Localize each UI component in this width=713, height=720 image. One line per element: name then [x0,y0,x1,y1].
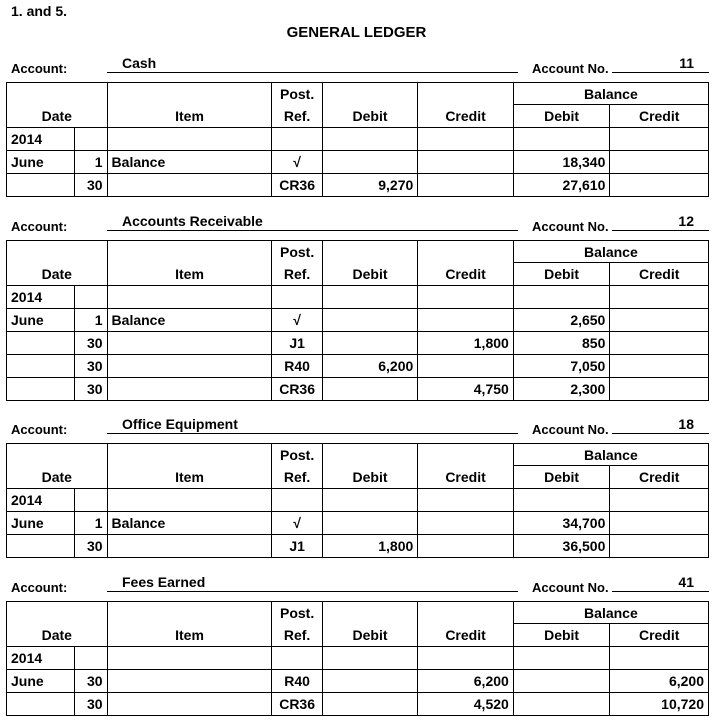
ref-header: Ref. [272,263,322,286]
debit-cell [322,693,418,716]
ref-cell [272,647,322,670]
date-day: 30 [75,355,107,378]
credit-header-top [418,444,514,466]
balance-credit-header: Credit [610,263,709,286]
item-header-top [107,602,272,624]
credit-cell [418,128,514,151]
date-header-top [7,444,108,466]
account-name-line [107,573,518,592]
ledger-table-cash [6,82,709,197]
table-row [7,128,709,151]
credit-header: Credit [418,466,514,489]
balance-credit-cell [610,647,709,670]
table-row [7,535,709,558]
date-day: 30 [75,378,107,401]
account-number: 11 [679,55,694,71]
date-header-top [7,241,108,263]
credit-cell [418,309,514,332]
balance-credit-header: Credit [610,466,709,489]
balance-debit-cell: 850 [513,332,610,355]
item-cell [107,128,272,151]
date-month [7,355,75,378]
debit-cell: 1,800 [322,535,418,558]
item-cell [107,286,272,309]
credit-cell: 4,520 [418,693,514,716]
credit-cell [418,489,514,512]
table-row [7,693,709,716]
item-header-top [107,444,272,466]
debit-cell [322,670,418,693]
header-row-top [7,602,709,624]
header-row-top [7,444,709,466]
balance-header: Balance [513,602,708,624]
credit-cell: 1,800 [418,332,514,355]
ref-cell [272,489,322,512]
ref-header: Ref. [272,624,322,647]
date-month: June [7,512,75,535]
balance-debit-cell [513,647,610,670]
balance-debit-cell: 2,300 [513,378,610,401]
balance-debit-header: Debit [513,105,610,128]
balance-debit-cell: 7,050 [513,355,610,378]
debit-header: Debit [322,105,418,128]
debit-cell [322,378,418,401]
date-month [7,693,75,716]
item-cell: Balance [107,309,272,332]
balance-credit-cell: 10,720 [610,693,709,716]
balance-credit-cell [610,332,709,355]
date-day [75,128,107,151]
post-header: Post. [272,83,322,105]
date-header: Date [7,466,108,489]
date-header-top [7,602,108,624]
ref-cell [272,286,322,309]
account-no-label: Account No. [532,219,609,234]
account-label: Account: [11,580,68,595]
header-row-bottom [7,624,709,647]
table-row [7,489,709,512]
balance-credit-cell: 6,200 [610,670,709,693]
balance-credit-cell [610,512,709,535]
balance-header: Balance [513,241,708,263]
account-no-label: Account No. [532,580,609,595]
date-header: Date [7,624,108,647]
ref-cell: CR36 [272,693,322,716]
account-no-label: Account No. [532,61,609,76]
account-label: Account: [11,219,68,234]
credit-cell: 4,750 [418,378,514,401]
account-number: 12 [678,213,694,229]
item-cell: Balance [107,512,272,535]
date-header: Date [7,105,108,128]
balance-debit-cell [513,128,610,151]
item-cell [107,355,272,378]
debit-cell [322,489,418,512]
ref-cell: √ [272,309,322,332]
date-month: June [7,670,75,693]
table-row [7,512,709,535]
balance-debit-cell: 36,500 [513,535,610,558]
debit-cell [322,128,418,151]
account-name: Fees Earned [122,574,206,590]
date-day [75,286,107,309]
date-header-top [7,83,108,105]
ref-cell: √ [272,151,322,174]
debit-header-top [322,241,418,263]
table-row [7,286,709,309]
post-header: Post. [272,602,322,624]
ref-cell: R40 [272,670,322,693]
item-cell [107,693,272,716]
ref-header: Ref. [272,466,322,489]
date-month [7,332,75,355]
date-day [75,489,107,512]
date-month: 2014 [7,286,75,309]
account-no-line [612,573,709,592]
balance-debit-header: Debit [513,624,610,647]
table-row [7,151,709,174]
ref-cell: R40 [272,355,322,378]
debit-header-top [322,602,418,624]
ledger-table-accounts-receivable [6,240,709,401]
header-row-bottom [7,105,709,128]
date-month [7,535,75,558]
account-name-line [107,212,518,231]
ref-cell: J1 [272,535,322,558]
date-day: 1 [75,151,107,174]
header-row-top [7,241,709,263]
credit-cell [418,151,514,174]
balance-header: Balance [513,444,708,466]
credit-cell [418,647,514,670]
account-name: Cash [122,55,157,71]
debit-cell: 6,200 [322,355,418,378]
debit-cell [322,151,418,174]
credit-header-top [418,602,514,624]
balance-credit-cell [610,174,709,197]
balance-credit-header: Credit [610,105,709,128]
table-row [7,355,709,378]
account-number: 41 [678,574,694,590]
debit-header: Debit [322,624,418,647]
debit-cell [322,309,418,332]
date-day: 30 [75,174,107,197]
debit-cell: 9,270 [322,174,418,197]
account-label: Account: [11,61,68,76]
date-day: 1 [75,512,107,535]
ref-cell: J1 [272,332,322,355]
page-heading: 1. and 5. [11,3,68,19]
ref-cell: √ [272,512,322,535]
header-row-bottom [7,263,709,286]
account-header-office-equipment [0,415,713,445]
ref-cell [272,128,322,151]
debit-cell [322,512,418,535]
credit-cell: 6,200 [418,670,514,693]
balance-debit-cell [513,286,610,309]
account-label: Account: [11,422,68,437]
credit-header: Credit [418,105,514,128]
item-header-top [107,241,272,263]
account-header-accounts-receivable [0,212,713,242]
debit-header-top [322,444,418,466]
item-header-top [107,83,272,105]
account-header-fees-earned [0,573,713,603]
balance-credit-cell [610,286,709,309]
credit-header: Credit [418,263,514,286]
balance-credit-cell [610,378,709,401]
balance-debit-cell: 2,650 [513,309,610,332]
debit-cell [322,647,418,670]
date-month: 2014 [7,489,75,512]
debit-cell [322,286,418,309]
ref-cell: CR36 [272,378,322,401]
date-month [7,174,75,197]
item-cell [107,332,272,355]
credit-header-top [418,83,514,105]
balance-debit-cell: 34,700 [513,512,610,535]
table-row [7,378,709,401]
item-header: Item [107,466,272,489]
account-no-label: Account No. [532,422,609,437]
date-month: June [7,151,75,174]
balance-credit-cell [610,309,709,332]
item-cell [107,489,272,512]
table-row [7,332,709,355]
credit-header: Credit [418,624,514,647]
date-month: 2014 [7,128,75,151]
balance-credit-cell [610,535,709,558]
credit-cell [418,286,514,309]
balance-debit-cell: 18,340 [513,151,610,174]
credit-cell [418,174,514,197]
table-row [7,647,709,670]
date-day: 30 [75,535,107,558]
ledger-table-fees-earned [6,601,709,716]
date-day: 30 [75,332,107,355]
account-name: Accounts Receivable [122,213,263,229]
account-number: 18 [678,416,694,432]
balance-debit-header: Debit [513,263,610,286]
date-header: Date [7,263,108,286]
balance-debit-cell [513,489,610,512]
post-header: Post. [272,444,322,466]
balance-debit-cell [513,693,610,716]
credit-header-top [418,241,514,263]
debit-header: Debit [322,466,418,489]
credit-cell [418,512,514,535]
item-cell: Balance [107,151,272,174]
item-header: Item [107,624,272,647]
balance-debit-header: Debit [513,466,610,489]
credit-cell [418,355,514,378]
table-row [7,670,709,693]
item-cell [107,535,272,558]
account-name-line [107,415,518,434]
account-no-line [612,212,709,231]
item-cell [107,647,272,670]
item-cell [107,670,272,693]
account-header-cash [0,54,713,84]
balance-credit-header: Credit [610,624,709,647]
account-name: Office Equipment [122,416,238,432]
date-month [7,378,75,401]
account-no-line [612,54,709,73]
balance-credit-cell [610,355,709,378]
ledger-title: GENERAL LEDGER [286,24,427,41]
date-month: 2014 [7,647,75,670]
balance-credit-cell [610,151,709,174]
table-row [7,174,709,197]
balance-credit-cell [610,128,709,151]
date-day: 1 [75,309,107,332]
header-row-top [7,83,709,105]
header-row-bottom [7,466,709,489]
item-cell [107,174,272,197]
post-header: Post. [272,241,322,263]
ledger-table-office-equipment [6,443,709,558]
date-day: 30 [75,670,107,693]
date-month: June [7,309,75,332]
balance-header: Balance [513,83,708,105]
account-name-line [107,54,518,73]
item-cell [107,378,272,401]
credit-cell [418,535,514,558]
ref-header: Ref. [272,105,322,128]
table-row [7,309,709,332]
debit-header-top [322,83,418,105]
ref-cell: CR36 [272,174,322,197]
balance-debit-cell: 27,610 [513,174,610,197]
debit-header: Debit [322,263,418,286]
balance-debit-cell [513,670,610,693]
account-no-line [612,415,709,434]
date-day: 30 [75,693,107,716]
item-header: Item [107,105,272,128]
date-day [75,647,107,670]
balance-credit-cell [610,489,709,512]
item-header: Item [107,263,272,286]
debit-cell [322,332,418,355]
